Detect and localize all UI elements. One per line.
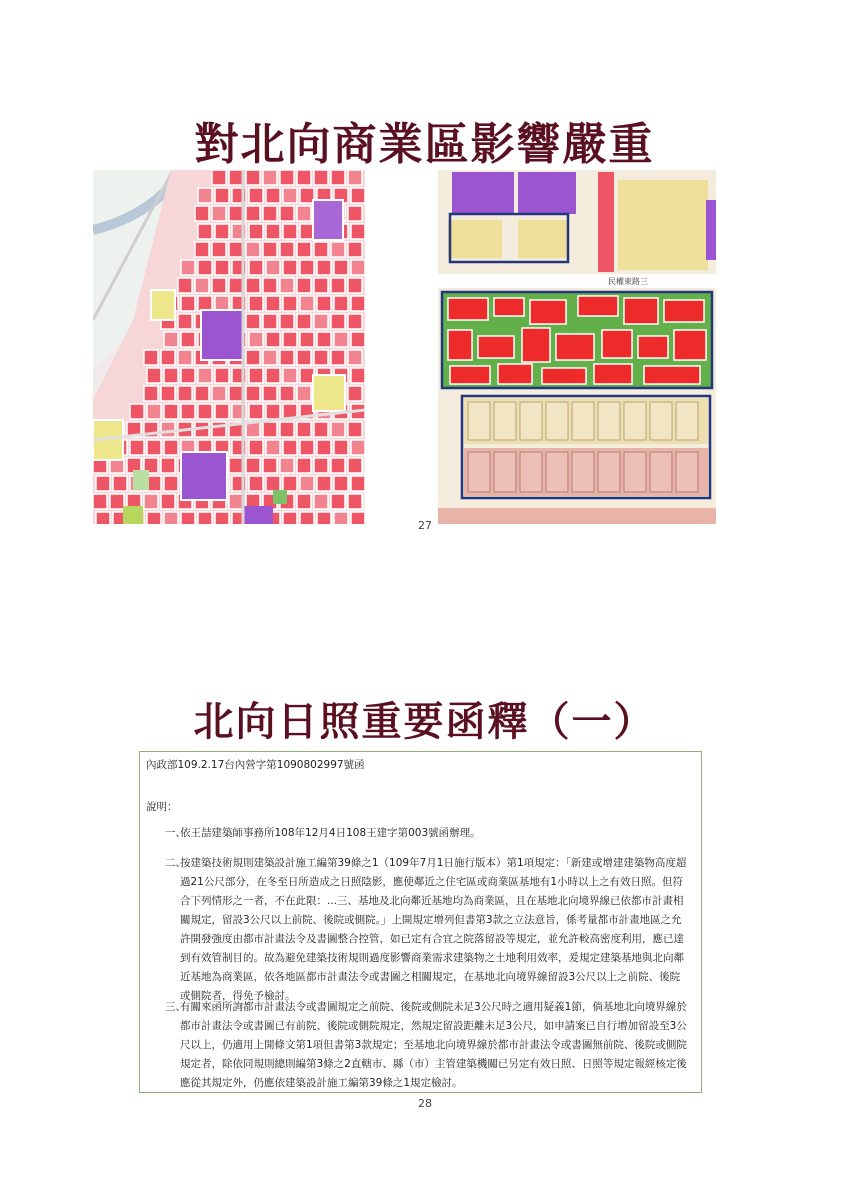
map-parcel — [130, 440, 144, 455]
item-text: 按建築技術規則建築設計施工編第39條之1（109年7月1日施行版本）第1項規定：「新建或增建建築物高度超過21公尺部分，在冬至日所造成之日照陰影，應使鄰近之住宅區或商業區基地有1小時以上之有效日照。但符合下列情形之一者，不在此限：...三、基地及北向鄰近基地均為商業區，且在基地北向境界線已依都市計畫相關規定，留設3公尺以上前院、後院或側院。」上開規定增列但書第3款之立法意旨，係考量都市計畫地區之允許開發強度由都市計畫法令及書圖整合控管，如已定有合宜之院落留設等規定，並允許較高密度利用，應已達到有效管制目的。故為避免建築技術規則過度影響商業需求建築物之土地利用效率，爰規定建築基地與北向鄰近基地為商業區，依各地區都市計畫法令或書圖之相關規定，在基地北向境界線留設3公尺以上之前院、後院或側院者，得免予檢討。 — [180, 857, 687, 1002]
map-parcel — [249, 224, 263, 239]
map-parcel — [331, 350, 345, 365]
map-parcel — [147, 404, 161, 419]
letter-explanation-label: 說明： — [146, 801, 178, 813]
map-parcel — [246, 242, 260, 257]
map-parcel — [249, 368, 263, 383]
map-parcel — [314, 458, 328, 473]
map-parcel — [624, 298, 658, 324]
item-number: 一、 — [165, 827, 186, 839]
map-parcel — [676, 402, 698, 440]
map-parcel — [598, 402, 620, 440]
map-parcel — [314, 494, 328, 509]
map-parcel — [314, 242, 328, 257]
map-parcel — [249, 440, 263, 455]
map-parcel — [280, 458, 294, 473]
map-parcel — [113, 476, 127, 491]
map-parcel — [195, 386, 209, 401]
map-parcel — [144, 350, 158, 365]
map-parcel — [572, 452, 594, 492]
map-parcel — [520, 452, 542, 492]
map-parcel — [314, 278, 328, 293]
map-parcel — [331, 494, 345, 509]
map-parcel — [348, 206, 362, 221]
map-parcel — [161, 350, 175, 365]
map-parcel — [195, 206, 209, 221]
map-parcel — [348, 422, 362, 437]
map-parcel — [317, 476, 331, 491]
map-parcel — [317, 440, 331, 455]
map-parcel — [215, 368, 229, 383]
map-parcel — [263, 422, 277, 437]
map-parcel — [229, 206, 243, 221]
map-parcel — [198, 260, 212, 275]
item-number: 二、 — [165, 857, 186, 869]
official-letter-box — [139, 751, 702, 1093]
map-parcel — [494, 402, 516, 440]
map-parcel — [93, 494, 107, 509]
map-parcel — [266, 404, 280, 419]
map-parcel — [283, 260, 297, 275]
map-parcel — [263, 206, 277, 221]
map-parcel — [164, 440, 178, 455]
map-parcel — [546, 452, 568, 492]
map-parcel — [644, 366, 700, 384]
map-parcel — [266, 224, 280, 239]
map-parcel — [297, 386, 311, 401]
map-parcel — [520, 402, 542, 440]
map-parcel — [351, 188, 365, 203]
map-parcel — [280, 386, 294, 401]
letter-header: 內政部109.2.17台內營字第1090802997號函 — [146, 759, 365, 771]
map-parcel — [297, 278, 311, 293]
map-parcel — [246, 206, 260, 221]
map-parcel — [266, 188, 280, 203]
map-parcel — [283, 476, 297, 491]
map-parcel — [198, 188, 212, 203]
map-parcel — [283, 188, 297, 203]
map-parcel — [263, 350, 277, 365]
map-parcel — [280, 206, 294, 221]
map-parcel — [283, 368, 297, 383]
map-parcel — [215, 260, 229, 275]
map-parcel — [147, 368, 161, 383]
map-parcel — [297, 314, 311, 329]
map-parcel — [280, 350, 294, 365]
map-parcel — [546, 402, 568, 440]
map-parcel — [594, 364, 632, 384]
map-parcel — [624, 402, 646, 440]
letter-item-2 — [146, 854, 687, 1006]
slide-title-top: 對北向商業區影響嚴重 — [194, 119, 655, 170]
map-parcel — [300, 224, 314, 239]
map-parcel — [348, 494, 362, 509]
map-parcel — [215, 404, 229, 419]
map-parcel — [198, 404, 212, 419]
map-parcel — [317, 296, 331, 311]
map-parcel — [164, 404, 178, 419]
map-parcel — [161, 422, 175, 437]
map-parcel — [164, 512, 178, 524]
map-parcel — [229, 386, 243, 401]
map-parcel — [300, 512, 314, 524]
map-parcel — [229, 494, 243, 509]
map-parcel — [650, 452, 672, 492]
map-parcel — [178, 386, 192, 401]
map-parcel — [624, 452, 646, 492]
map-parcel — [246, 314, 260, 329]
map-parcel — [266, 440, 280, 455]
map-parcel — [198, 224, 212, 239]
map-parcel — [351, 476, 365, 491]
map-parcel — [297, 350, 311, 365]
map-parcel — [331, 242, 345, 257]
map-parcel — [266, 368, 280, 383]
map-parcel — [348, 278, 362, 293]
map-parcel — [300, 332, 314, 347]
map-parcel — [147, 476, 161, 491]
map-parcel — [178, 350, 192, 365]
map-parcel — [212, 170, 226, 185]
map-parcel — [178, 278, 192, 293]
map-parcel — [450, 366, 490, 384]
map-parcel — [164, 476, 178, 491]
map-parcel — [212, 278, 226, 293]
map-parcel — [676, 452, 698, 492]
map-parcel — [334, 476, 348, 491]
map-parcel — [144, 494, 158, 509]
map-parcel — [351, 224, 365, 239]
map-parcel — [494, 298, 524, 316]
road-label: 民權東路三 — [608, 277, 648, 286]
map-parcel — [215, 512, 229, 524]
zoning-map-right — [438, 170, 716, 524]
map-parcel — [348, 314, 362, 329]
map-parcel — [317, 332, 331, 347]
map-parcel — [249, 404, 263, 419]
map-parcel — [300, 188, 314, 203]
map-parcel — [351, 512, 365, 524]
map-parcel — [334, 440, 348, 455]
slide-title-bottom: 北向日照重要函釋（一） — [193, 699, 656, 745]
map-parcel — [266, 332, 280, 347]
map-parcel — [130, 404, 144, 419]
map-parcel — [178, 314, 192, 329]
map-parcel — [283, 332, 297, 347]
map-parcel — [283, 512, 297, 524]
map-parcel — [229, 278, 243, 293]
map-parcel — [468, 452, 490, 492]
page-number-bottom: 28 — [418, 1097, 432, 1110]
map-parcel — [181, 512, 195, 524]
map-parcel — [198, 512, 212, 524]
map-parcel — [110, 494, 124, 509]
map-parcel — [297, 206, 311, 221]
map-parcel — [263, 278, 277, 293]
map-parcel — [263, 314, 277, 329]
map-parcel — [280, 170, 294, 185]
map-parcel — [181, 368, 195, 383]
map-parcel — [280, 278, 294, 293]
map-parcel — [300, 476, 314, 491]
map-parcel — [249, 188, 263, 203]
page-number-top: 27 — [418, 519, 432, 532]
map-parcel — [195, 278, 209, 293]
map-parcel — [331, 314, 345, 329]
item-text: 依王喆建築師事務所108年12月4日108王建字第003號函辦理。 — [180, 827, 481, 839]
map-parcel — [181, 260, 195, 275]
map-parcel — [215, 188, 229, 203]
map-parcel — [229, 458, 243, 473]
map-parcel — [283, 440, 297, 455]
map-parcel — [266, 260, 280, 275]
map-parcel — [331, 278, 345, 293]
map-parcel — [297, 170, 311, 185]
map-parcel — [314, 314, 328, 329]
map-parcel — [297, 422, 311, 437]
map-parcel — [334, 512, 348, 524]
map-parcel — [229, 170, 243, 185]
map-parcel — [314, 350, 328, 365]
letter-item-1 — [146, 824, 687, 843]
map-parcel — [572, 402, 594, 440]
map-parcel — [215, 224, 229, 239]
map-parcel — [263, 242, 277, 257]
map-parcel — [300, 368, 314, 383]
map-parcel — [598, 452, 620, 492]
map-parcel — [147, 440, 161, 455]
map-parcel — [263, 458, 277, 473]
map-parcel — [351, 296, 365, 311]
map-parcel — [283, 296, 297, 311]
map-parcel — [351, 368, 365, 383]
map-parcel — [297, 494, 311, 509]
map-parcel — [348, 386, 362, 401]
map-parcel — [96, 512, 110, 524]
map-parcel — [212, 242, 226, 257]
map-parcel — [212, 206, 226, 221]
map-parcel — [249, 260, 263, 275]
item-number: 三、 — [165, 1001, 186, 1013]
map-parcel — [498, 364, 532, 384]
map-parcel — [164, 332, 178, 347]
map-parcel — [246, 350, 260, 365]
map-parcel — [283, 224, 297, 239]
map-parcel — [494, 452, 516, 492]
map-parcel — [263, 170, 277, 185]
map-parcel — [522, 328, 550, 362]
map-parcel — [181, 332, 195, 347]
map-parcel — [246, 170, 260, 185]
map-parcel — [144, 386, 158, 401]
map-parcel — [351, 440, 365, 455]
map-parcel — [195, 242, 209, 257]
map-parcel — [578, 296, 618, 316]
map-parcel — [448, 330, 472, 360]
map-parcel — [246, 386, 260, 401]
zoning-map-left — [93, 170, 365, 524]
map-parcel — [280, 314, 294, 329]
map-parcel — [314, 170, 328, 185]
map-parcel — [215, 296, 229, 311]
map-parcel — [147, 512, 161, 524]
map-parcel — [348, 170, 362, 185]
map-parcel — [181, 296, 195, 311]
map-parcel — [181, 404, 195, 419]
map-parcel — [96, 476, 110, 491]
map-parcel — [674, 330, 706, 360]
map-parcel — [263, 386, 277, 401]
map-parcel — [331, 422, 345, 437]
map-parcel — [249, 476, 263, 491]
map-parcel — [198, 296, 212, 311]
map-parcel — [331, 170, 345, 185]
map-parcel — [478, 336, 514, 358]
map-parcel — [351, 332, 365, 347]
item-text: 有關來函所詢都市計畫法令或書圖規定之前院、後院或側院未足3公尺時之適用疑義1節，倘基地北向境界線於都市計畫法令或書圖已有前院、後院或側院規定，然規定留設距離未足3公尺，如申請案已自行增加留設至3公尺以上，仍適用上開條文第1項但書第3款規定；至基地北向境界線於都市計畫法令或書圖無前院、後院或側院規定者，除依同規則總則編第3條之2直轄市、縣（市）主管建築機關已另定有效日照、日照等規定報經核定後應從其規定外，仍應依建築設計施工編第39條之1規定檢討。 — [180, 1001, 687, 1089]
map-parcel — [297, 458, 311, 473]
map-parcel — [280, 422, 294, 437]
letter-item-3 — [146, 998, 687, 1093]
map-parcel — [300, 296, 314, 311]
map-parcel — [246, 278, 260, 293]
map-parcel — [266, 476, 280, 491]
map-parcel — [348, 350, 362, 365]
map-parcel — [249, 332, 263, 347]
map-parcel — [638, 336, 668, 358]
map-parcel — [542, 368, 586, 384]
map-parcel — [297, 242, 311, 257]
map-parcel — [300, 260, 314, 275]
map-parcel — [556, 334, 594, 360]
map-parcel — [664, 300, 704, 322]
map-parcel — [331, 458, 345, 473]
map-parcel — [249, 296, 263, 311]
map-parcel — [530, 300, 566, 324]
map-parcel — [161, 494, 175, 509]
map-parcel — [468, 402, 490, 440]
map-parcel — [164, 368, 178, 383]
map-parcel — [161, 458, 175, 473]
map-parcel — [300, 440, 314, 455]
map-parcel — [351, 260, 365, 275]
map-parcel — [246, 458, 260, 473]
map-parcel — [334, 296, 348, 311]
map-parcel — [212, 386, 226, 401]
map-parcel — [198, 368, 212, 383]
map-parcel — [650, 402, 672, 440]
map-parcel — [266, 296, 280, 311]
map-parcel — [334, 260, 348, 275]
map-parcel — [317, 260, 331, 275]
map-parcel — [348, 242, 362, 257]
map-parcel — [448, 298, 488, 320]
map-parcel — [161, 386, 175, 401]
map-parcel — [314, 422, 328, 437]
map-parcel — [334, 332, 348, 347]
map-parcel — [280, 242, 294, 257]
map-parcel — [348, 458, 362, 473]
map-parcel — [317, 512, 331, 524]
map-parcel — [229, 242, 243, 257]
map-parcel — [602, 330, 632, 358]
